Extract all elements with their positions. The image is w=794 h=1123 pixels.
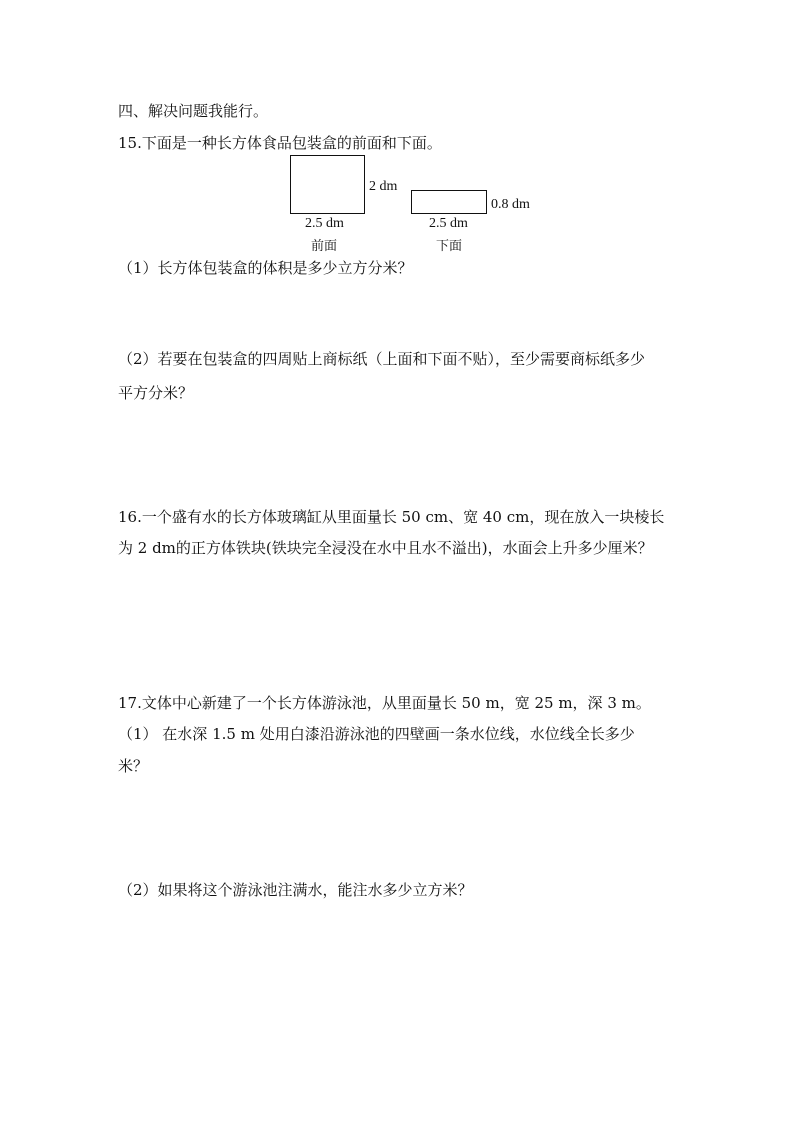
front-caption: 前面 — [311, 239, 338, 254]
bottom-width-label: 2.5 dm — [429, 216, 468, 231]
q16-line1: 16.一个盛有水的长方体玻璃缸从里面量长 50 cm、宽 40 cm，现在放入一块棱长 — [118, 508, 665, 526]
bottom-face-rectangle — [411, 190, 487, 214]
bottom-caption: 下面 — [436, 239, 463, 254]
q16-line2: 为 2 dm的正方体铁块(铁块完全浸没在水中且水不溢出)，水面会上升多少厘米？ — [118, 539, 653, 557]
front-width-label: 2.5 dm — [305, 216, 344, 231]
front-face-rectangle — [290, 155, 365, 214]
q17-part1-line1: （1） 在水深 1.5 m 处用白漆沿游泳池的四壁画一条水位线，水位线全长多少 — [118, 725, 635, 743]
front-height-label: 2 dm — [369, 179, 398, 194]
q17-stem: 17.文体中心新建了一个长方体游泳池，从里面量长 50 m，宽 25 m，深 3 m。 — [118, 694, 651, 712]
q15-part2-line1: （2）若要在包装盒的四周贴上商标纸（上面和下面不贴），至少需要商标纸多少 — [118, 350, 646, 368]
bottom-height-label: 0.8 dm — [491, 197, 530, 212]
q17-part2: （2）如果将这个游泳池注满水，能注水多少立方米？ — [118, 881, 473, 899]
q17-part1-line2: 米？ — [118, 757, 149, 775]
section-title: 四、解决问题我能行。 — [118, 102, 269, 120]
q15-stem: 15.下面是一种长方体食品包装盒的前面和下面。 — [118, 134, 442, 152]
q15-part2-line2: 平方分米？ — [118, 384, 194, 402]
q15-part1: （1）长方体包装盒的体积是多少立方分米？ — [118, 259, 413, 277]
